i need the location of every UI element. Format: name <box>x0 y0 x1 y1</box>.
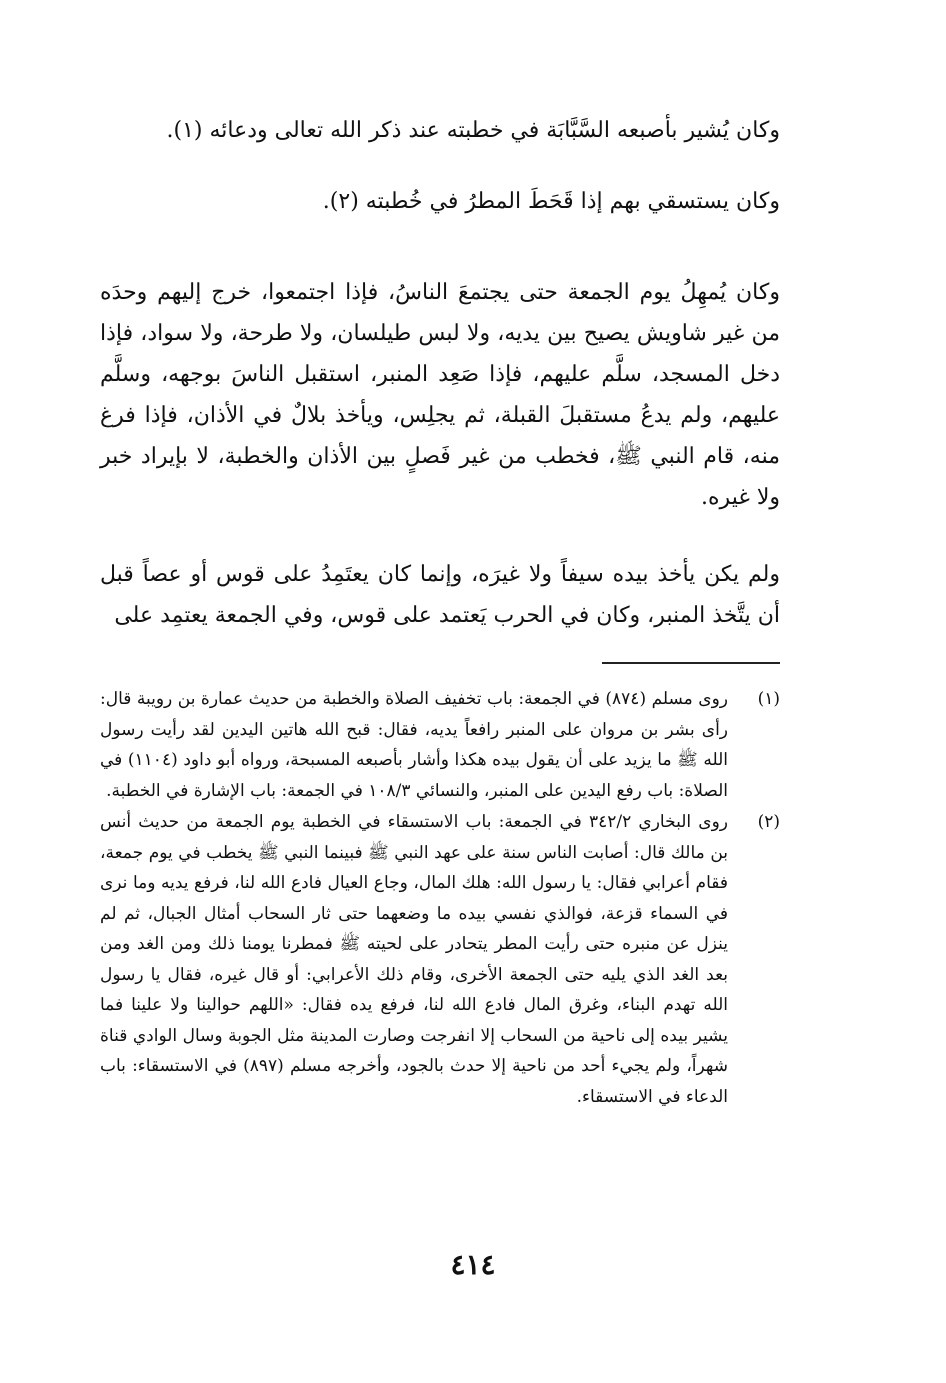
body-paragraph-1: وكان يُشير بأصبعه السَّبَّابَة في خطبته عند ذكر الله تعالى ودعائه (١). <box>166 118 780 143</box>
book-page <box>100 100 780 1112</box>
footnote-2 <box>100 807 780 1112</box>
footnote-1 <box>100 684 780 806</box>
footnote-text: روى مسلم (٨٧٤) في الجمعة: باب تخفيف الصلاة والخطبة من حديث عمارة بن رويبة قال: رأى بشر بن مروان على المنبر رافعاً يديه، فقال: قبح الله هاتين اليدين لقد رأيت رسول الله ﷺ ما يزيد على أن يقول بيده هكذا وأشار بأصبعه المسبحة، ورواه أبو داود (١١٠٤) في الصلاة: باب رفع اليدين على المنبر، والنسائي ١٠٨/٣ في الجمعة: باب الإشارة في الخطبة. <box>100 689 729 801</box>
page-number: ٤١٤ <box>450 1248 496 1281</box>
footnotes <box>100 684 780 1112</box>
body-paragraph-3: وكان يُمهِلُ يوم الجمعة حتى يجتمعَ الناسُ، فإذا اجتمعوا، خرج إليهم وحدَه من غير شاويش يصيح بين يديه، ولا لبس طيلسان، ولا طرحة، ولا سواد، فإذا دخل المسجد، سلَّم عليهم، فإذا صَعِد المنبر، استقبل الناسَ بوجهه، وسلَّم عليهم، ولم يدعُ مستقبلَ القبلة، ثم يجلِس، ويأخذ بلالٌ في الأذان، فإذا فرغ منه، قام النبي ﷺ، فخطب من غير فَصلٍ بين الأذان والخطبة، لا بإيراد خبر ولا غيره. <box>100 280 780 510</box>
footnote-separator <box>602 662 780 664</box>
footnote-text: روى البخاري ٣٤٢/٢ في الجمعة: باب الاستسقاء في الخطبة يوم الجمعة من حديث أنس بن مالك قال: أصابت الناس سنة على عهد النبي ﷺ فبينما النبي ﷺ يخطب في يوم جمعة، فقام أعرابي فقال: يا رسول الله: هلك المال، وجاع العيال فادع الله لنا، فرفع يديه وما نرى في السماء قزعة، فوالذي نفسي بيده ما وضعهما حتى ثار السحاب أمثال الجبال، ثم لم ينزل عن منبره حتى رأيت المطر يتحادر على لحيته ﷺ فمطرنا يومنا ذلك ومن الغد ومن بعد الغد الذي يليه حتى الجمعة الأخرى، وقام ذلك الأعرابي: أو قال غيره، فقال يا رسول الله تهدم البناء، وغرق المال فادع الله لنا، فرفع يده فقال: «اللهم حوالينا ولا علينا فما يشير بيده إلى ناحية من السحاب إلا انفرجت وصارت المدينة مثل الجوبة وسال الوادي قناة شهراً، ولم يجيء أحد من ناحية إلا حدث بالجود، وأخرجه مسلم (٨٩٧) في الاستسقاء: باب الدعاء في الاستسقاء. <box>100 812 728 1107</box>
footnote-number: (٢) <box>757 812 780 832</box>
body-paragraph-4: ولم يكن يأخذ بيده سيفاً ولا غيرَه، وإنما كان يعتَمِدُ على قوس أو عصاً قبل أن يتَّخذ المنبر، وكان في الحرب يَعتمد على قوس، وفي الجمعة يعتمِد على <box>100 562 780 628</box>
footnote-number: (١) <box>757 689 780 709</box>
body-paragraph-2: وكان يستسقي بهم إذا قَحَطَ المطرُ في خُطبته (٢). <box>322 189 780 214</box>
